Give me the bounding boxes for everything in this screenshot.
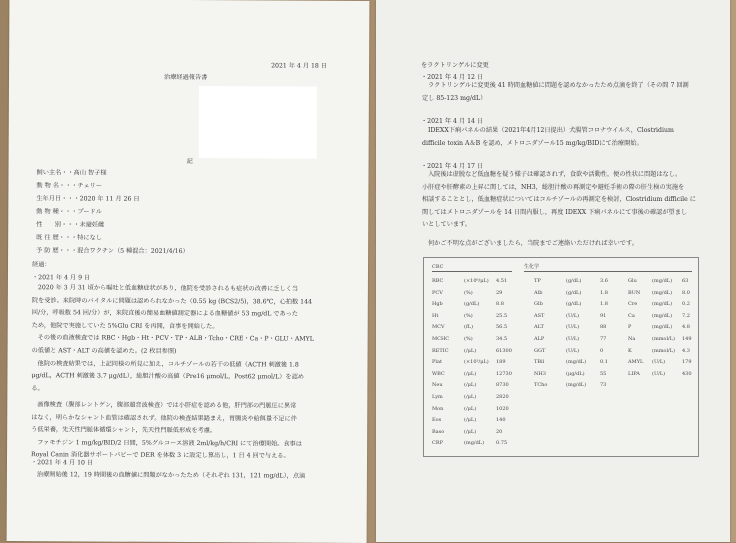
paragraph-0414 [422,125,674,150]
lab-test-value: 0.2 [682,301,690,308]
lab-test-value: 0.75 [496,440,508,447]
lab-test-value: 34.5 [496,336,508,342]
entry-date-0414: ・2021 年 4 月 14 日 [421,118,484,125]
lab-test-name: ALT [534,324,544,331]
entry-date-0417: ・2021 年 4 月 17 日 [421,163,484,170]
lab-test-unit: (mmol/L) [652,336,675,342]
paragraph-0417 [422,169,696,232]
lab-test-unit: (U/L) [566,336,580,342]
pet-name: 動 物 名・・・チェリー [36,182,103,190]
cbc-label: CBC [432,264,444,270]
text-line: ため，他院で実施していた 5%Glu CRI を再開，食事を開始した。 [31,321,219,330]
continued-line: をラクトリンゲルに変更 [421,62,489,69]
birth-date: 生年月日・・・2020 年 11 月 26 日 [36,195,140,203]
text-line: う低栄養，先天性門脈体循環シャント，先天性門脈低形成を考慮。 [31,426,217,435]
lab-test-value: 7.2 [682,312,690,319]
lab-test-name: GGT [534,347,546,354]
lab-test-unit: (mg/dL) [566,382,587,389]
lab-test-name: Mon [432,405,444,412]
lab-test-value: 140 [496,417,506,424]
lab-test-value: 0 [600,347,604,354]
text-line: 定し 85-123 mg/dL） [422,94,487,102]
lab-test-value: 189 [496,359,506,366]
text-line: その後の血液検査では RBC・Hgb・Ht・PCV・TP・ALB・Tcho・CRE・Ca・P・GLU・AMYL [37,334,314,344]
lab-test-value: 73 [600,382,607,389]
lab-test-name: RETIC [432,347,449,354]
lab-test-value: 8.0 [682,289,690,296]
text-line: 他院の検査結果では，上記同様の所見に加え，コルチゾールの若干の低値（ACTH 刺激後 1.8 [37,359,299,369]
lab-test-name: ALP [534,336,545,342]
lab-test-unit: (mg/dL) [652,278,673,284]
lab-test-value: 8.8 [496,301,504,308]
lab-test-value: 4.51 [496,278,508,284]
lab-test-name: Cre [628,301,638,308]
lab-test-value: 61300 [496,347,512,354]
lab-test-value: 4.8 [682,324,690,331]
lab-test-unit: (fL) [464,324,474,331]
lab-test-value: 12730 [496,370,512,377]
lab-test-unit: (×10⁶/μL) [464,278,489,284]
lab-test-unit: (%) [464,312,473,319]
text-line: ファモチジン 1 mg/kg/BID/2 日間，5%グルコース溶液 2ml/kg/h/CRI にて治療開始。食事は [37,438,302,448]
lab-test-unit: (/μL) [464,417,477,424]
entry-date-0410: ・2021 年 4 月 10 日 [30,459,94,467]
lab-test-name: MCV [432,324,445,331]
chemistry-underline [524,271,692,272]
lab-test-unit: (mg/dL) [464,440,485,447]
lab-results-table [423,257,699,457]
lab-test-name: LIPA [628,370,640,377]
text-line: 小肝症や肝酵素の上昇に関しては，NH3，総胆汁酸の再測定や避妊手術の際の肝生検の実施を [422,183,685,191]
lab-test-unit: (%) [464,289,473,296]
ki-marker: 記 [186,157,193,166]
lab-test-value: 56.5 [496,324,508,331]
lab-test-unit: (mg/dL) [652,312,673,319]
medical-history: 既 往 歴・・・特になし [36,234,103,242]
lab-test-name: Ca [628,312,635,319]
text-line: 相談することとし，低血糖症状についてはコルチゾールの再測定を検討，Clostridium difficile に [422,196,696,204]
owner-name: 飼い主名・・髙山 智子様 [36,169,107,177]
paragraph-0412 [422,80,689,105]
entry-date-0412: ・2021 年 4 月 12 日 [421,74,484,81]
lab-test-value: 430 [682,370,692,377]
lab-test-value: 2820 [496,394,509,400]
lab-test-value: 179 [682,359,692,366]
paragraph-0409-a [31,282,314,397]
lab-test-unit: (%) [464,336,473,342]
lab-test-unit: (mg/dL) [652,289,673,296]
lab-test-value: 25.5 [496,312,508,319]
lab-test-value: 3.6 [600,278,608,284]
report-page-2 [376,0,730,542]
paragraph-0409-b [31,399,302,463]
lab-test-name: Neu [432,382,443,389]
lab-test-name: Alb [534,289,543,296]
species: 動 物 種・・・プードル [36,208,102,216]
lab-test-name: Ht [432,312,439,319]
text-line: 院を受診。来院時のバイタルに問題は認められなかった（0.55 kg (BCS2/5)，38.6℃，心拍数 144 [31,296,312,306]
text-line: る。 [31,384,44,392]
lab-test-name: Glu [628,278,637,284]
lab-test-name: Lym [432,394,443,400]
redacted-clinic-info [199,86,317,159]
text-line: Royal Canin 消化器サポートパピーで DER を体数 3 に設定し算出し，1 日 4 回で与える。 [31,451,290,460]
lab-test-name: TCho [534,382,548,389]
lab-test-value: 88 [600,324,607,331]
text-line: difficile toxin A＆B を認め，メトロニダゾール15 mg/kg/BIDにて治療開始。 [422,139,643,147]
lab-test-name: P [628,324,632,331]
text-line: 入院後は虚脱など低血糖を疑う様子は確認されず，食欲や活動性，便の性状に問題はなし。 [428,171,682,178]
lab-test-unit: (/μL) [464,428,477,435]
vaccination: 予 防 歴・・・混合ワクチン（5 種混合：2021/4/16） [36,247,189,256]
sex: 性 別・・・未避妊雌 [36,221,105,229]
lab-test-value: 1020 [496,405,509,412]
text-line: IDEXX下痢パネルの結果（2021年4月12日提出）犬腸管コロナウイルス，Clostridium [428,127,674,134]
lab-test-unit: (g/dL) [566,278,582,284]
text-line: 画像検査（腹部レントゲン，腹部超音波検査）では小肝症を認める他，肝門部の門脈圧に異常 [37,401,297,410]
lab-test-value: 4.3 [682,347,690,354]
lab-test-unit: (g/dL) [566,289,582,296]
report-date: 2021 年 4 月 18 日 [271,62,328,70]
lab-test-value: 29 [496,289,503,296]
lab-test-name: TBil [534,359,545,366]
lab-test-unit: (U/L) [652,359,666,366]
text-line: 回/分，呼吸数 54 回/分）が，来院直後の簡易血糖値測定器による血糖値が 53 mg/dL であった [31,309,299,318]
lab-test-value: 63 [682,278,689,284]
lab-test-name: Eos [432,417,442,424]
lab-test-name: MCHC [432,336,450,342]
lab-test-value: 77 [600,336,607,342]
lab-test-value: 91 [600,312,607,319]
text-line: 関してはメトロニダゾールを 14 日間内服し，再度 IDEXX 下痢パネルにて事後の確認が望まし [422,208,688,216]
text-line: いとしています。 [422,221,472,229]
lab-test-name: Na [628,336,636,342]
lab-test-unit: (U/L) [566,312,580,319]
lab-test-value: 20 [496,428,503,435]
report-page-1 [7,0,370,543]
lab-test-unit: (mmol/L) [652,347,675,354]
progress-heading: 経過： [32,261,51,269]
lab-test-name: PCV [432,289,443,296]
lab-test-unit: (U/L) [652,370,666,377]
lab-test-unit: (g/dL) [566,301,582,308]
lab-test-name: BUN [628,289,641,296]
lab-test-unit: (mg/dL) [652,324,673,331]
lab-test-name: Glb [534,301,543,308]
lab-test-unit: (/μL) [464,370,477,377]
lab-test-name: Baso [432,428,445,435]
lab-test-name: NH3 [534,370,546,377]
cbc-underline [432,271,512,272]
lab-test-value: 55 [600,370,607,377]
lab-test-name: TP [534,278,541,284]
lab-test-value: 1.8 [600,289,608,296]
lab-test-name: CRP [432,440,443,447]
lab-test-unit: (U/L) [566,324,580,331]
lab-test-unit: (μg/dL) [566,370,585,377]
lab-test-name: Hgb [432,301,443,308]
lab-test-unit: (mg/dL) [652,301,673,308]
lab-test-value: 8730 [496,382,509,389]
text-line: はなく，明らかなシャント血管は確認されず。他院の検査結果踏まえ，胃腸炎や給餌量不足に伴 [31,413,297,423]
lab-test-value: 1.8 [600,301,608,308]
entry-date-0409: ・2021 年 4 月 9 日 [31,274,91,282]
lab-test-name: WBC [432,370,445,377]
lab-test-name: K [628,347,632,354]
lab-test-unit: (/μL) [464,347,477,354]
lab-test-unit: (/μL) [464,394,477,400]
lab-test-name: AMYL [628,359,644,366]
lab-test-unit: (mg/dL) [566,359,587,366]
lab-test-name: AST [534,312,545,319]
lab-test-unit: (g/dL) [464,301,480,308]
text-line: 2020 年 3 月 31 頃から嘔吐と低血糖症状があり，他院を受診されるも症状の改善に乏しく当 [37,284,299,293]
lab-test-unit: (/μL) [464,382,477,389]
closing-remark: 何かご不明な点がございましたら，当院までご連絡いただければ幸いです。 [428,240,638,247]
report-title: 治療経過報告書 [163,73,208,82]
lab-test-unit: (×10³/μL) [464,359,489,366]
lab-test-value: 149 [682,336,692,342]
text-line: の低値と AST・ALT の高値を認めた。(2 枚目参照) [31,347,177,355]
lab-test-value: 0.1 [600,359,608,366]
text-line: ラクトリンゲルに変更後 41 時間血糖値に問題を認めなかったため点滴を終了（その間 7 回測 [428,82,689,89]
paragraph-0410: 治療開始後 12，19 時間後の血糖値に問題がなかったため（それぞれ 131，121 mg/dL），点滴 [36,471,306,480]
lab-test-unit: (/μL) [464,405,477,412]
lab-test-unit: (U/L) [566,347,580,354]
lab-test-name: Plat [432,359,442,366]
text-line: μg/dL，ACTH 刺激後 3.7 μg/dL），総胆汁酸の高値（Pre16 μmol/L，Post62 μmol/L）を認め [31,372,305,381]
lab-test-name: RBC [432,278,444,284]
chemistry-label: 生化学 [524,264,540,270]
